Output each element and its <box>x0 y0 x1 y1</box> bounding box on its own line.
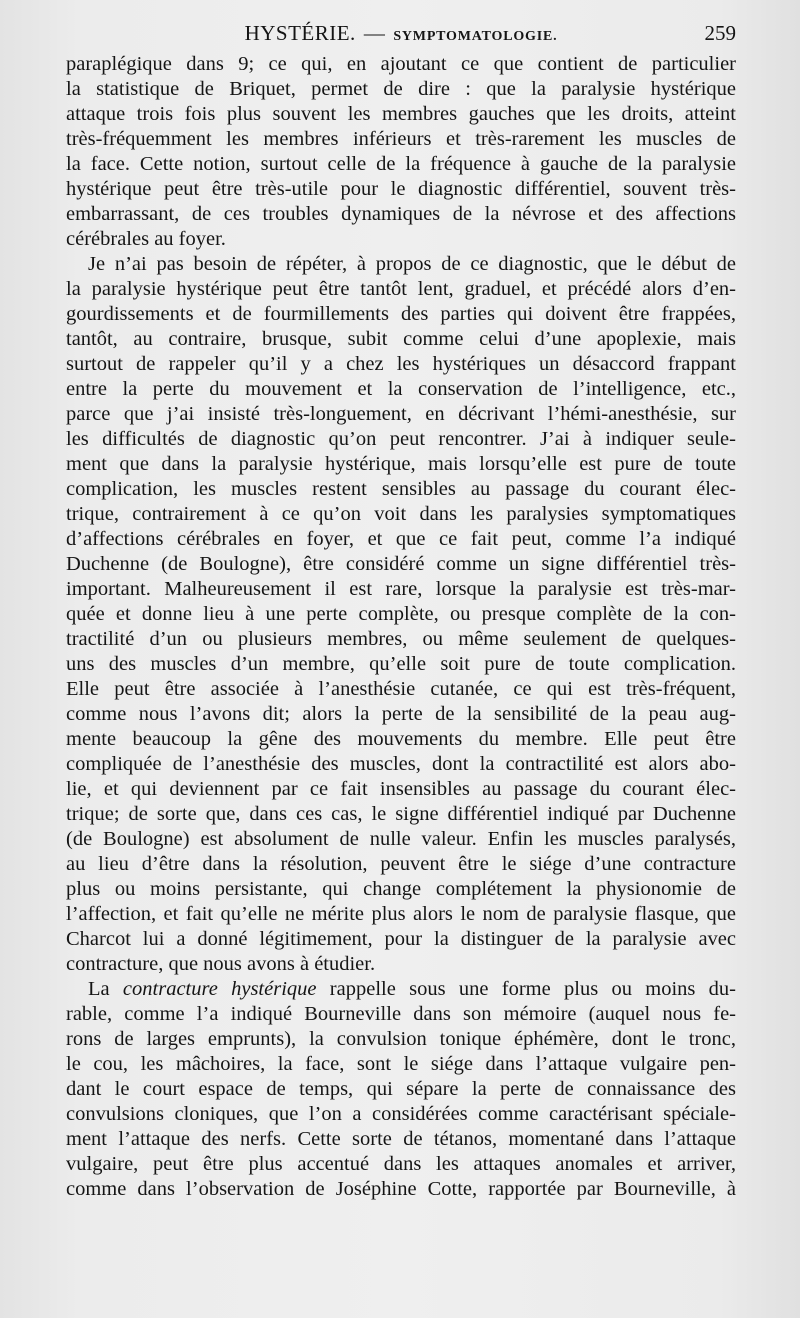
text-line: trique; de sorte que, dans ces cas, le signe différentiel indiqué par Duchenne <box>66 803 736 825</box>
text-segment: rappelle sous une forme plus ou moins du- <box>316 978 736 1000</box>
text-line: uns des muscles d’un membre, qu’elle soit pure de toute complication. <box>66 653 736 675</box>
text-line: plus ou moins persistante, qui change complétement la physionomie de <box>66 878 736 900</box>
page-number: 259 <box>704 21 736 45</box>
text-line: Je n’ai pas besoin de répéter, à propos de ce diagnostic, que le début de <box>88 253 736 275</box>
text-line: au lieu d’être dans la résolution, peuvent être le siége d’une contracture <box>66 853 736 875</box>
text-line: (de Boulogne) est absolument de nulle valeur. Enfin les muscles paralysés, <box>66 828 736 850</box>
text-line: trique, contrairement à ce qu’on voit dans les paralysies symptomatiques <box>66 503 736 525</box>
text-line: dant le court espace de temps, qui sépare la perte de connaissance des <box>66 1078 736 1100</box>
text-line: convulsions cloniques, que l’on a considérées comme caractérisant spéciale- <box>66 1103 736 1125</box>
text-line: complication, les muscles restent sensibles au passage du courant élec- <box>66 478 736 500</box>
running-title <box>66 18 736 52</box>
text-line: cérébrales au foyer. <box>66 228 226 250</box>
body-text <box>66 52 736 1202</box>
text-line: rons de larges emprunts), la convulsion tonique éphémère, dont le tronc, <box>66 1028 736 1050</box>
text-line: quée et donne lieu à une perte complète, ou presque complète de la con- <box>66 603 736 625</box>
chapter-title: HYSTÉRIE. <box>244 21 356 45</box>
text-line: Charcot lui a donné légitimement, pour la distinguer de la paralysie avec <box>66 928 736 950</box>
text-line <box>66 977 736 1002</box>
text-line: embarrassant, de ces troubles dynamiques de la névrose et des affections <box>66 203 736 225</box>
text-line: important. Malheureusement il est rare, lorsque la paralysie est très-mar- <box>66 578 736 600</box>
italic-term: contracture hystérique <box>122 978 317 1000</box>
text-line: hystérique peut être très-utile pour le diagnostic différentiel, souvent très- <box>66 178 736 200</box>
text-line: attaque trois fois plus souvent les membres gauches que les droits, atteint <box>66 103 736 125</box>
text-line: rable, comme l’a indiqué Bourneville dans son mémoire (auquel nous fe- <box>66 1003 736 1025</box>
text-line: la statistique de Briquet, permet de dire : que la paralysie hystérique <box>66 78 736 100</box>
text-line: le cou, les mâchoires, la face, sont le siége dans l’attaque vulgaire pen- <box>66 1053 736 1075</box>
text-line: paraplégique dans 9; ce qui, en ajoutant ce que contient de particulier <box>66 53 736 75</box>
text-line: tantôt, au contraire, brusque, subit comme celui d’une apoplexie, mais <box>66 328 736 350</box>
text-line: la paralysie hystérique peut être tantôt lent, graduel, et précédé alors d’en- <box>66 278 736 300</box>
text-line: l’affection, et fait qu’elle ne mérite plus alors le nom de paralysie flasque, que <box>66 903 736 925</box>
running-head <box>66 18 736 48</box>
text-line: compliquée de l’anesthésie des muscles, dont la contractilité est alors abo- <box>66 753 736 775</box>
text-line: ment que dans la paralysie hystérique, mais lorsqu’elle est pure de toute <box>66 453 736 475</box>
text-line: ment l’attaque des nerfs. Cette sorte de tétanos, momentané dans l’attaque <box>66 1128 736 1150</box>
text-line: mente beaucoup la gêne des mouvements du membre. Elle peut être <box>66 728 736 750</box>
text-line: contracture, que nous avons à étudier. <box>66 953 376 975</box>
section-title: SYMPTOMATOLOGIE. <box>393 29 558 44</box>
text-line: tractilité d’un ou plusieurs membres, ou même seulement de quelques- <box>66 628 736 650</box>
text-line: comme dans l’observation de Joséphine Cotte, rapportée par Bourneville, à <box>66 1178 736 1200</box>
text-line: comme nous l’avons dit; alors la perte de la sensibilité de la peau aug- <box>66 703 736 725</box>
text-line: gourdissements et de fourmillements des parties qui doivent être frappées, <box>66 303 736 325</box>
text-segment: La <box>88 978 123 1000</box>
text-line: très-fréquemment les membres inférieurs et très-rarement les muscles de <box>66 128 736 150</box>
text-line: la face. Cette notion, surtout celle de la fréquence à gauche de la paralysie <box>66 153 736 175</box>
text-line: d’affections cérébrales en foyer, et que ce fait peut, comme l’a indiqué <box>66 528 736 550</box>
text-line: parce que j’ai insisté très-longuement, en décrivant l’hémi-anesthésie, sur <box>66 403 736 425</box>
text-line: lie, et qui deviennent par ce fait insensibles au passage du courant élec- <box>66 778 736 800</box>
text-line: surtout de rappeler qu’il y a chez les hystériques un désaccord frappant <box>66 353 736 375</box>
text-line: entre la perte du mouvement et la conservation de l’intelligence, etc., <box>66 378 736 400</box>
text-line: Elle peut être associée à l’anesthésie cutanée, ce qui est très-fréquent, <box>66 678 736 700</box>
text-line: Duchenne (de Boulogne), être considéré comme un signe différentiel très- <box>66 553 736 575</box>
text-line: vulgaire, peut être plus accentué dans les attaques anomales et arriver, <box>66 1153 736 1175</box>
text-line: les difficultés de diagnostic qu’on peut rencontrer. J’ai à indiquer seule- <box>66 428 736 450</box>
title-separator: — <box>363 21 386 45</box>
